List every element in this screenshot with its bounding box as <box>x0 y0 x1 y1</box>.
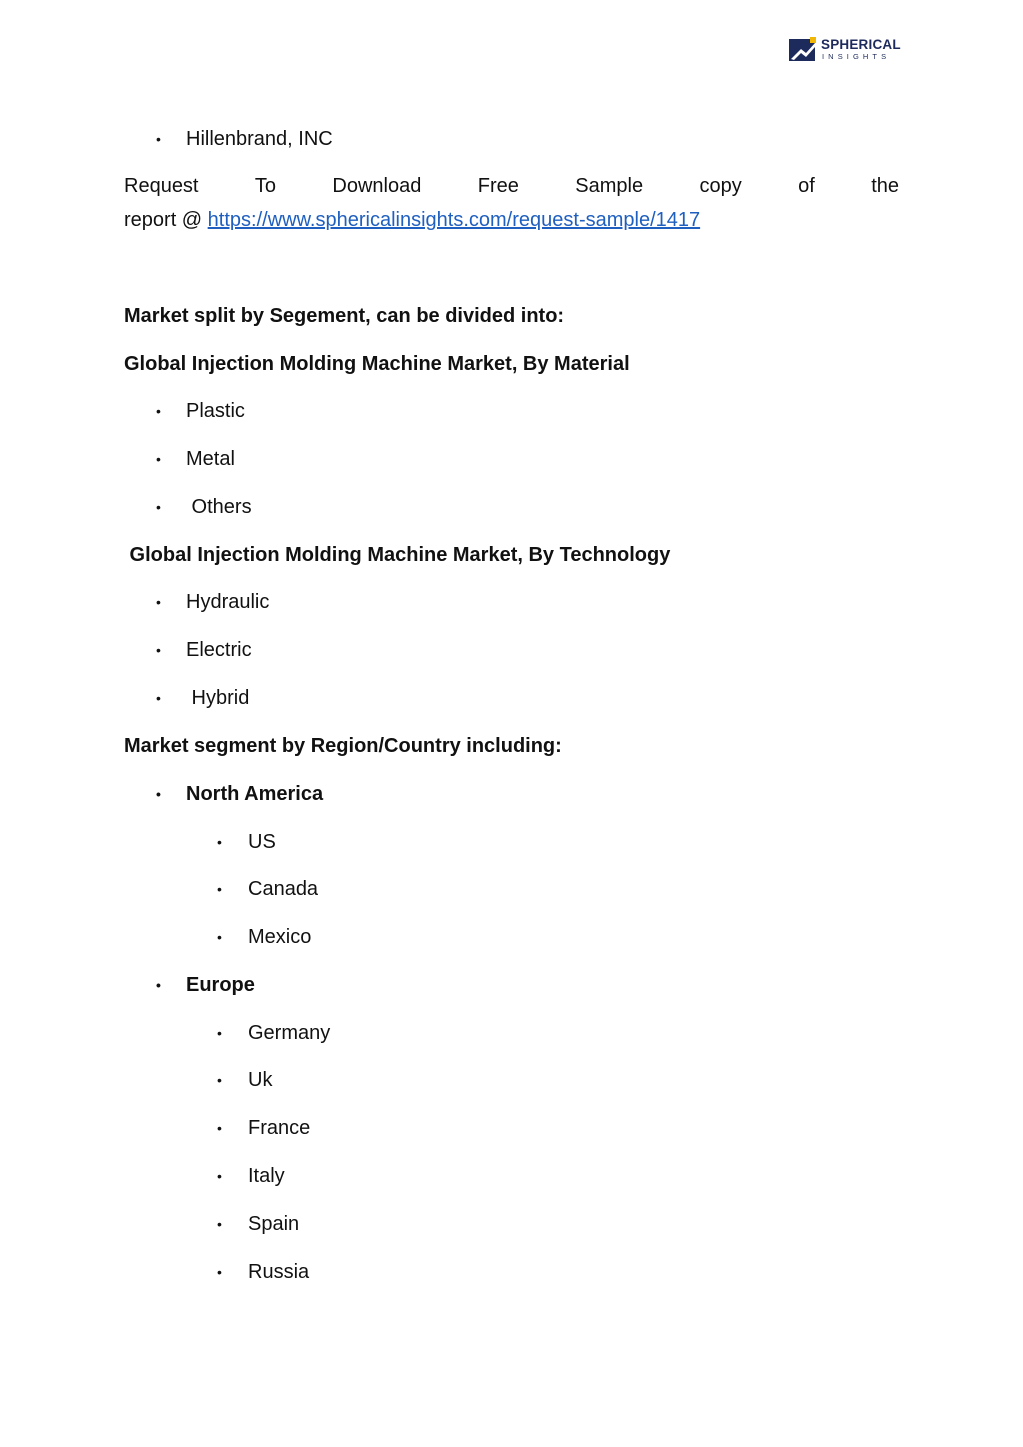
logo-name: SPHERICAL <box>821 37 901 52</box>
list-item: • Uk <box>217 1068 272 1092</box>
logo-mark-icon <box>789 37 817 61</box>
list-item: • Mexico <box>217 925 311 949</box>
logo-tagline: INSIGHTS <box>822 52 891 61</box>
list-item: • Hydraulic <box>156 590 269 614</box>
material-heading: Global Injection Molding Machine Market, By Material <box>124 353 630 375</box>
list-item: • Others <box>156 495 252 519</box>
list-item: • Electric <box>156 638 252 662</box>
request-line: Request To Download Free Sample copy of the <box>124 175 899 197</box>
list-item: • Metal <box>156 447 235 471</box>
list-item: • Russia <box>217 1260 309 1284</box>
list-item: • Germany <box>217 1021 330 1045</box>
request-link-line: report @ https://www.sphericalinsights.com/request-sample/1417 <box>124 209 701 231</box>
list-item: • US <box>217 830 276 854</box>
spherical-insights-logo <box>789 36 901 62</box>
technology-heading: Global Injection Molding Machine Market, By Technology <box>124 544 671 566</box>
list-item: • Italy <box>217 1164 285 1188</box>
list-item: • Spain <box>217 1212 299 1236</box>
region-heading: Market segment by Region/Country including: <box>124 735 562 757</box>
region-europe: • Europe <box>156 973 255 997</box>
region-north-america: • North America <box>156 782 323 806</box>
request-sample-link[interactable]: https://www.sphericalinsights.com/request-sample/1417 <box>207 209 701 231</box>
list-item: • Canada <box>217 877 318 901</box>
list-item: • Hillenbrand, INC <box>156 127 333 151</box>
list-item: • Plastic <box>156 399 245 423</box>
segment-heading: Market split by Segement, can be divided into: <box>124 305 565 327</box>
list-item: • France <box>217 1116 310 1140</box>
list-item: • Hybrid <box>156 686 249 710</box>
